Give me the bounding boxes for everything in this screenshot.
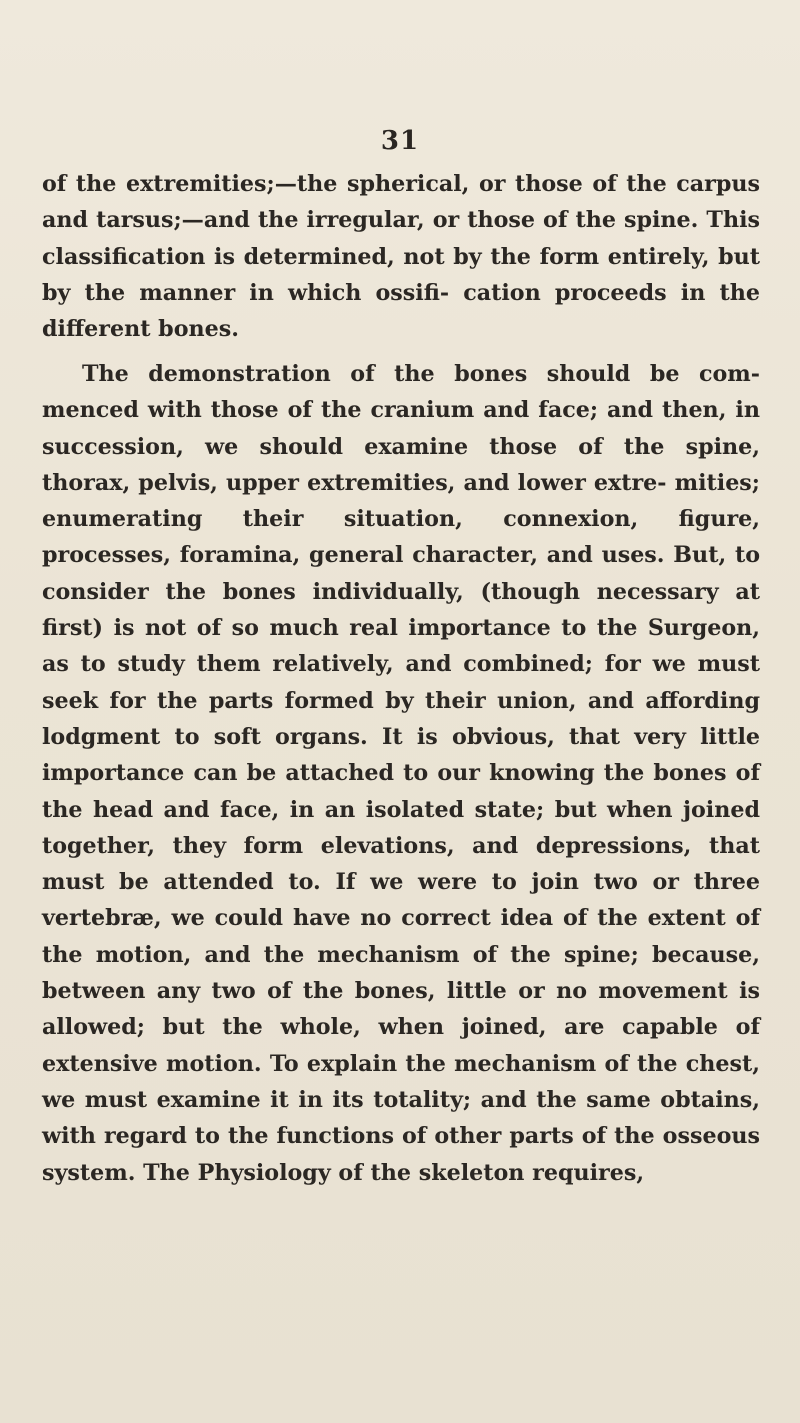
paragraph-1: of the extremities;—the spherical, or those of the carpus and tarsus;—and the irregular, or those of the spine. This classification is determined, not by the form entirely, but by the manner in which ossifi- cation proceeds in the different bones. bbox=[42, 171, 760, 343]
page-number: 31 bbox=[380, 126, 420, 156]
paragraph-2: The demonstration of the bones should be com- menced with those of the cranium and face; and then, in succession, we should examine those of the spine, thorax, pelvis, upper extremities, and lower extre- mities; enumerating their situation, connexion, figure, processes, foramina, general character, and uses. But, to consider the bones individually, (though necessary at first) is not of so much real importance to the Surgeon, as to study them relatively, and combined; for we must seek for the parts formed by their union, and affording lodgment to soft organs. It is obvious, that very little importance can be attached to our knowing the bones of the head and face, in an isolated state; but when joined together, they form elevations, and depressions, that must be attended to. If we were to join two or three vertebræ, we could have no correct idea of the extent of the motion, and the mechanism of the spine; because, between any two of the bones, little or no movement is allowed; but the whole, when joined, are capable of extensive motion. To explain the mechanism of the chest, we must examine it in its totality; and the same obtains, with regard to the functions of other parts of the osseous system. The Physiology of the skeleton requires, bbox=[42, 361, 760, 1186]
